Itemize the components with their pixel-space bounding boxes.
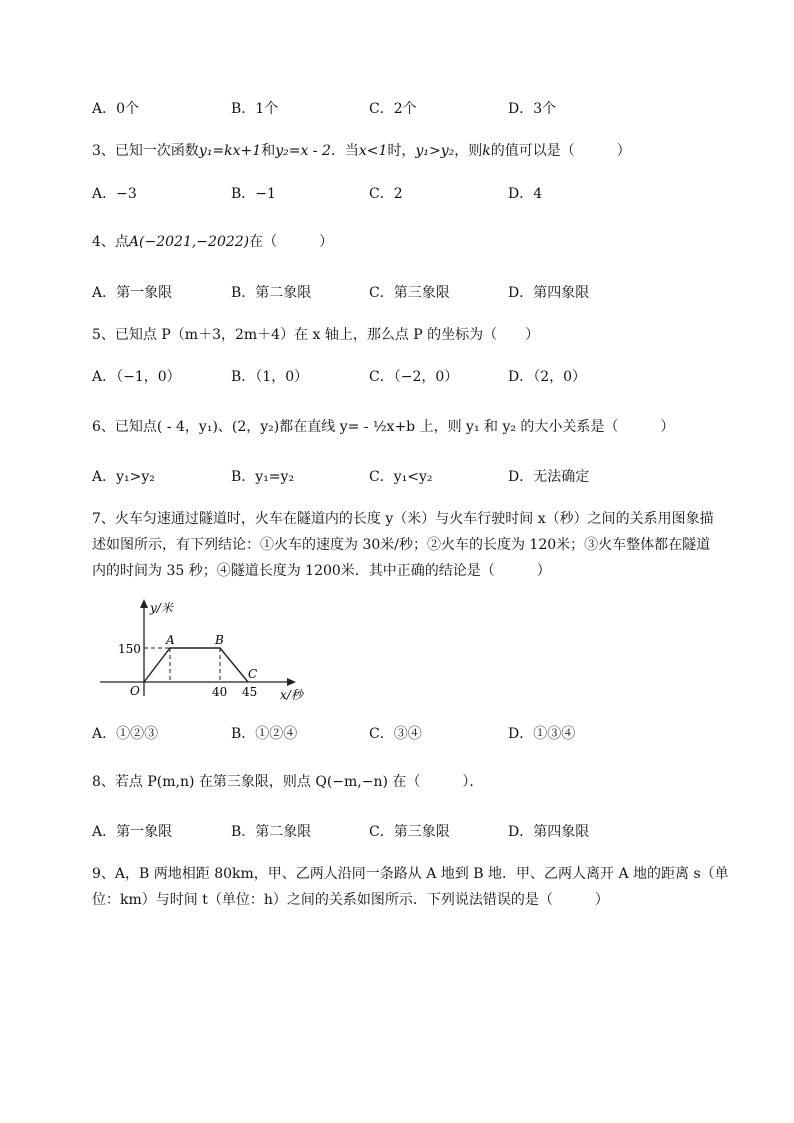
q5-option-b: B．（1，0） <box>231 369 309 385</box>
q5-option-c: C．（−2，0） <box>369 369 459 385</box>
q4-option-d: D．第四象限 <box>508 285 590 301</box>
q3-suffix: 的值可以是（ ） <box>490 143 631 159</box>
q6-text: 已知点( - 4，y₁)、(2，y₂)都在直线 y= - ½x+b 上，则 y₁ 和 y₂ 的大小关系是（ ） <box>114 419 675 435</box>
point-a-label: A <box>166 633 175 647</box>
q7-line-2: 述如图所示，有下列结论：①火车的速度为 30米/秒；②火车的长度为 120米；③火车整体都在隧道 <box>92 537 711 553</box>
q7-graph <box>100 596 330 706</box>
q4-suffix: 在（ ） <box>249 234 334 250</box>
q3-k: k <box>482 143 491 159</box>
q9-number: 9、 <box>92 866 115 882</box>
q6-number: 6、 <box>92 419 115 435</box>
origin-label: O <box>130 684 140 698</box>
q4-option-a: A．第一象限 <box>92 285 173 301</box>
q3-option-a: A．−3 <box>92 186 137 202</box>
q3-stem <box>92 141 631 161</box>
q5-option-d: D．（2，0） <box>508 369 587 385</box>
q6-stem <box>92 417 674 437</box>
q8-option-d: D．第四象限 <box>508 824 590 840</box>
q4-stem <box>92 232 333 252</box>
q6-option-c: C．y₁<y₂ <box>369 469 433 485</box>
q3-condition: x<1 <box>358 143 388 159</box>
q5-option-a: A．（−1，0） <box>92 369 181 385</box>
y-axis-label: y/米 <box>150 601 173 615</box>
q4-option-c: C．第三象限 <box>369 285 450 301</box>
q7-line-3: 内的时间为 35 秒；④隧道长度为 1200米．其中正确的结论是（ ） <box>92 563 551 579</box>
q5-text: 已知点 P（m＋3，2m＋4）在 x 轴上，那么点 P 的坐标为（ ） <box>114 327 540 343</box>
q7-option-c: C．③④ <box>369 726 422 742</box>
y-axis-arrow <box>140 599 148 608</box>
q3-option-d: D．4 <box>508 186 543 202</box>
x-axis-label: x/秒 <box>280 688 303 702</box>
q6-option-a: A．y₁>y₂ <box>92 469 155 485</box>
point-c-label: C <box>248 667 258 681</box>
q8-option-c: C．第三象限 <box>369 824 450 840</box>
q4-point: A(−2021,−2022) <box>128 234 250 250</box>
q2-option-b: B．1个 <box>231 101 279 117</box>
q9-line-1: A，B 两地相距 80km，甲、乙两人沿同一条路从 A 地到 B 地．甲、乙两人离开 A 地的距离 s（单 <box>114 866 729 882</box>
x-tick-40: 40 <box>212 685 228 699</box>
q5-number: 5、 <box>92 327 115 343</box>
q3-mid-1: 和 <box>261 143 276 159</box>
y-tick-150: 150 <box>118 642 141 656</box>
q6-option-d: D．无法确定 <box>508 469 590 485</box>
q2-option-c: C．2个 <box>369 101 417 117</box>
q4-prefix: 点 <box>114 234 129 250</box>
q9-stem-line-1 <box>92 864 729 884</box>
q8-text: 若点 P(m,n) 在第三象限，则点 Q(−m,−n) 在（ ）． <box>114 774 484 790</box>
x-axis-arrow <box>287 678 296 686</box>
q7-line-1: 火车匀速通过隧道时，火车在隧道内的长度 y（米）与火车行驶时间 x（秒）之间的关系用图象描 <box>114 511 714 527</box>
q5-stem <box>92 325 539 345</box>
q3-comparison: y₁>y₂ <box>415 143 455 159</box>
q7-option-a: A．①②③ <box>92 726 159 742</box>
q7-number: 7、 <box>92 511 115 527</box>
q3-mid-3: 时， <box>387 143 416 159</box>
q4-option-b: B．第二象限 <box>231 285 312 301</box>
q6-option-b: B．y₁=y₂ <box>231 469 295 485</box>
q8-option-b: B．第二象限 <box>231 824 312 840</box>
q8-number: 8、 <box>92 774 115 790</box>
q7-option-d: D．①③④ <box>508 726 576 742</box>
x-tick-45: 45 <box>242 685 258 699</box>
q7-option-b: B．①②④ <box>231 726 298 742</box>
q2-option-a: A．0个 <box>92 101 140 117</box>
q3-number: 3、 <box>92 143 115 159</box>
q3-option-c: C．2 <box>369 186 403 202</box>
q9-line-2: 位：km）与时间 t（单位：h）之间的关系如图所示．下列说法错误的是（ ） <box>92 892 609 908</box>
q3-function-2: y₂=x - 2 <box>275 143 331 159</box>
q3-function-1: y₁=kx+1 <box>198 143 262 159</box>
q8-option-a: A．第一象限 <box>92 824 173 840</box>
q3-option-b: B．−1 <box>231 186 276 202</box>
q2-option-d: D．3个 <box>508 101 557 117</box>
q3-mid-2: ．当 <box>330 143 359 159</box>
q4-number: 4、 <box>92 234 115 250</box>
q3-prefix: 已知一次函数 <box>114 143 199 159</box>
q3-mid-4: ，则 <box>454 143 483 159</box>
q7-stem-line-1 <box>92 509 714 529</box>
point-b-label: B <box>215 633 224 647</box>
q7-graph-line <box>144 648 248 682</box>
q8-stem <box>92 772 483 792</box>
